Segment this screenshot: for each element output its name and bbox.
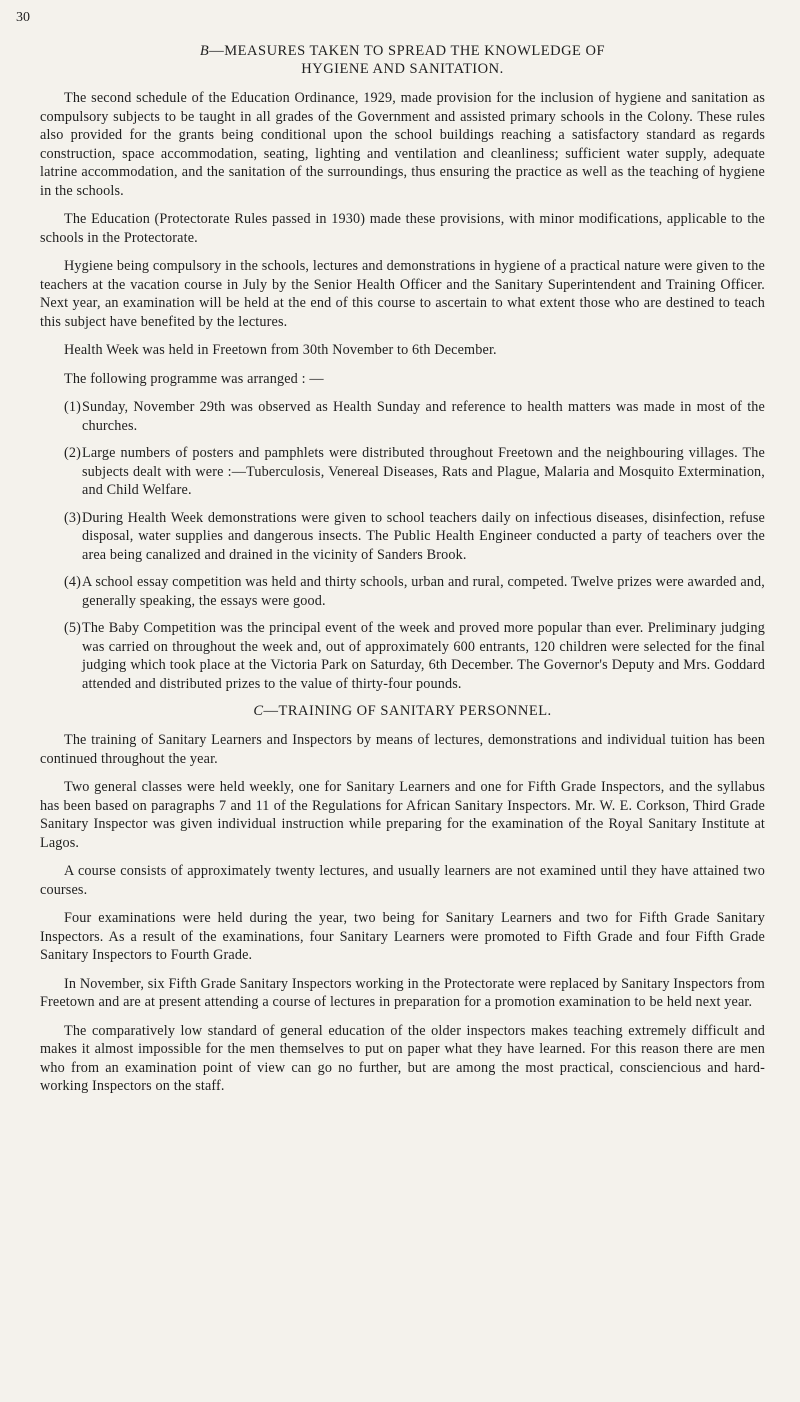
list-item-number: (1) <box>64 399 81 415</box>
programme-list <box>40 398 765 693</box>
list-item <box>40 398 765 435</box>
section-b-heading <box>40 42 765 78</box>
list-item-text: A school essay competition was held and thirty schools, urban and rural, competed. Twelve prizes were awarded and, generally speaking, the essays were good. <box>82 574 765 609</box>
list-item-number: (5) <box>64 620 81 636</box>
section-c-heading <box>40 702 765 720</box>
list-item-text: Large numbers of posters and pamphlets were distributed throughout Freetown and the neighbouring villages. The subjects dealt with were :—Tuberculosis, Venereal Diseases, Rats and Plague, Malaria and Mosquito Extermination, and Child Welfare. <box>82 445 765 498</box>
section-b-title-line2: HYGIENE AND SANITATION. <box>301 61 504 77</box>
list-item <box>40 573 765 610</box>
paragraph: A course consists of approximately twenty lectures, and usually learners are not examined until they have attained two courses. <box>40 863 765 898</box>
paragraph: The following programme was arranged : — <box>64 370 324 387</box>
list-item <box>40 509 765 565</box>
list-item-text: The Baby Competition was the principal event of the week and proved more popular than ever. Preliminary judging was carried on throughout the week and, out of approximately 600 entrants, 120 children were selected for the final judging which took place at the Victoria Park on Saturday, 6th December. The Governor's Deputy and Mrs. Goddard attended and distributed prizes to the value of thirty-four pounds. <box>82 620 765 692</box>
section-c-letter: C <box>253 703 264 719</box>
paragraph: The comparatively low standard of general education of the older inspectors makes teaching extremely difficult and makes it almost impossible for the men themselves to put on paper what they have learned. For this reason there are men who from an examination point of view can go no further, but are among the most practical, consciencious and hard-working Inspectors on the staff. <box>40 1022 765 1094</box>
paragraph: Four examinations were held during the year, two being for Sanitary Learners and two for Fifth Grade Sanitary Inspectors. As a result of the examinations, four Sanitary Learners were promoted to Fifth Grade and four Fifth Grade Sanitary Inspectors to Fourth Grade. <box>40 910 765 963</box>
paragraph: Two general classes were held weekly, one for Sanitary Learners and one for Fifth Grade Inspectors, and the syllabus has been based on paragraphs 7 and 11 of the Regulations for African Sanitary Inspectors. Mr. W. E. Corkson, Third Grade Sanitary Inspector was given individual instruction while preparing for the examination of the Royal Sanitary Institute at Lagos. <box>40 779 765 851</box>
paragraph: Health Week was held in Freetown from 30th November to 6th December. <box>64 342 497 358</box>
section-c-title: —TRAINING OF SANITARY PERSONNEL. <box>263 703 552 719</box>
list-item <box>40 619 765 693</box>
paragraph: The second schedule of the Education Ordinance, 1929, made provision for the inclusion of hygiene and sanitation as compulsory subjects to be taught in all grades of the Government and assisted primary schools in the Colony. These rules also provided for the grants being conditional upon the school buildings reaching a satisfactory standard as regards construction, space accommodation, seating, lighting and ventilation and cleanliness; sufficient water supply, adequate latrine accommodation, and the sanitation of the surroundings, thus ensuring the practice as well as the teaching of hygiene in the schools. <box>40 90 765 199</box>
section-b-letter: B <box>199 43 210 59</box>
list-item-number: (3) <box>64 509 81 526</box>
paragraph: In November, six Fifth Grade Sanitary Inspectors working in the Protectorate were replaced by Sanitary Inspectors from Freetown and are at present attending a course of lectures in preparation for a promotion examination to be held next year. <box>40 975 765 1010</box>
list-item-text: Sunday, November 29th was observed as Health Sunday and reference to health matters was made in most of the churches. <box>82 399 765 434</box>
paragraph: Hygiene being compulsory in the schools, lectures and demonstrations in hygiene of a practical nature were given to the teachers at the vacation course in July by the Senior Health Officer and the Sanitary Superintendent and Training Officer. Next year, an examination will be held at the end of this course to ascertain to what extent those who are destined to teach this subject have benefited by the lectures. <box>40 258 765 330</box>
paragraph: The Education (Protectorate Rules passed in 1930) made these provisions, with minor modifications, applicable to the schools in the Protectorate. <box>40 211 765 246</box>
list-item <box>40 444 765 500</box>
list-item-text: During Health Week demonstrations were given to school teachers daily on infectious diseases, disinfection, refuse disposal, water supplies and dangerous insects. The Public Health Engineer conducted a party of teachers over the area being canalized and drained in the vicinity of Sanders Brook. <box>82 509 765 563</box>
section-b-title-line1: —MEASURES TAKEN TO SPREAD THE KNOWLEDGE OF <box>209 43 606 59</box>
list-item-number: (4) <box>64 574 81 590</box>
paragraph: The training of Sanitary Learners and Inspectors by means of lectures, demonstrations and individual tuition has been continued throughout the year. <box>40 732 765 767</box>
list-item-number: (2) <box>64 445 81 461</box>
page-number: 30 <box>16 10 30 25</box>
page-body <box>40 42 765 1106</box>
